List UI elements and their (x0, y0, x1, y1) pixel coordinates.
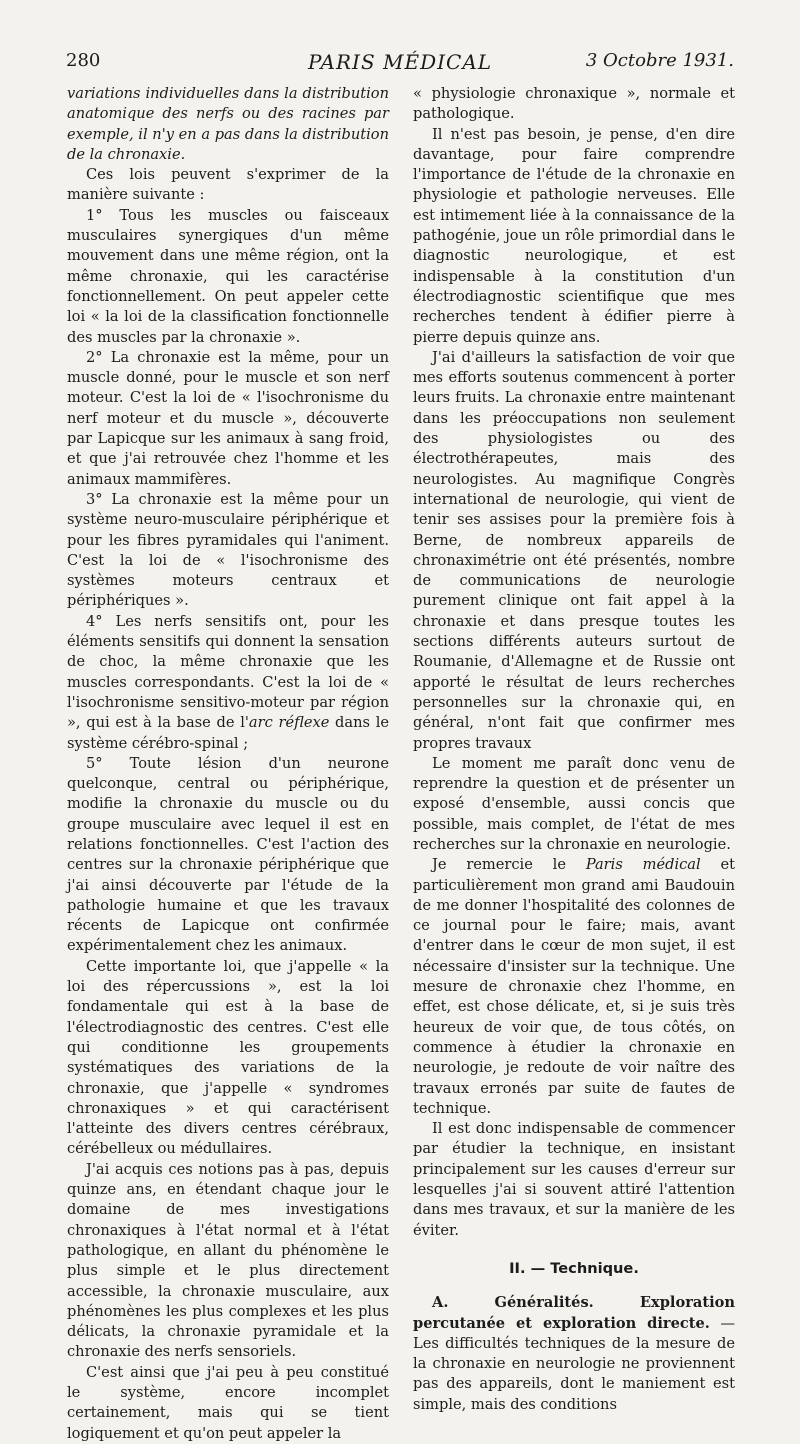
right-column (413, 84, 735, 1415)
text-run: dans le système cérébro-spinal ; (67, 714, 390, 752)
page-number: 280 (66, 50, 101, 71)
paragraph: 2° La chronaxie est la même, pour un muscle donné, pour le muscle et son nerf moteur. C'est la loi de « l'isochronisme du nerf moteur et du muscle », découverte par Lapicque sur les animaux à sang froid, et que j'ai retrouvée chez l'homme et les animaux mammifères. (67, 348, 389, 488)
paragraph: Il est donc indispensable de commencer par étudier la technique, en insistant principalement sur les causes d'erreur sur lesquelles j'ai si souvent attiré l'attention dans mes travaux, et sur la manière de les éviter. (413, 1120, 735, 1239)
paragraph: 3° La chronaxie est la même pour un système neuro-musculaire périphérique et pour les fibres pyramidales qui l'animent. C'est la loi de « l'isochronisme des systèmes moteurs centraux et périphériques ». (67, 490, 389, 610)
text-run: 4° Les nerfs sensitifs ont, pour les éléments sensitifs qui donnent la sensation de choc, la même chronaxie que les muscles correspondants. C'est la loi de « l'isochronisme sensitivo-moteur par région », qui est à la base de l' (67, 612, 389, 732)
issue-date: 3 Octobre 1931. (585, 50, 734, 71)
paragraph: C'est ainsi que j'ai peu à peu constitué le système, encore incomplet certainement, mais qui se tient logiquement et qu'on peut appeler la (67, 1363, 389, 1442)
italic-term: arc réflexe (248, 714, 330, 732)
journal-title: PARIS MÉDICAL (307, 50, 493, 74)
paragraph: 5° Toute lésion d'un neurone quelconque, central ou périphérique, modifie la chronaxie du muscle ou du groupe musculaire avec lequel il est en relations fonctionnelles. C'est l'action des centres sur la chronaxie périphérique que j'ai ainsi découverte par l'étude de la pathologie humaine et que les travaux récents de Lapicque ont confirmée expérimentalement chez les animaux. (67, 754, 389, 955)
subsection-heading: A. Généralités. Exploration percutanée et exploration directe. (413, 1294, 735, 1332)
section-heading: II. — Technique. (509, 1259, 639, 1277)
paragraph: J'ai d'ailleurs la satisfaction de voir que mes efforts soutenus commencent à porter leurs fruits. La chronaxie entre maintenant dans les préoccupations non seulement des physiologistes ou des électrothérapeutes, mais des neurologistes. Au magnifique Congrès international de neurologie, qui vient de tenir ses assises pour la première fois à Berne, de nombreux appareils de chronaximétrie ont été présentés, nombre de communications de neurologie purement clinique ont fait appel à la chronaxie et dans presque toutes les sections différents auteurs surtout de Roumanie, d'Allemagne et de Russie ont apporté le résultat de leurs recherches personnelles sur la chronaxie qui, en général, n'ont fait que confirmer mes propres travaux (413, 348, 735, 752)
paragraph: Ces lois peuvent s'exprimer de la manière suivante : (67, 166, 389, 204)
text-run: et particulièrement mon grand ami Baudouin de me donner l'hospitalité des colonnes de ce journal pour le faire; mais, avant d'entrer dans le cœur de mon sujet, il est nécessaire d'insister sur la technique. Une mesure de chronaxie chez l'homme, en effet, est chose délicate, et, si je suis très heureux de voir que, de tous côtés, on commence à étudier la chronaxie en neurologie, je redoute de voir naître des travaux erronés par suite de fautes de technique. (413, 856, 735, 1117)
paragraph: J'ai acquis ces notions pas à pas, depuis quinze ans, en étendant chaque jour le domaine de mes investigations chronaxiques à l'état normal et à l'état pathologique, en allant du phénomène le plus simple et le plus directement accessible, la chronaxie musculaire, aux phénomènes les plus complexes et les plus délicats, la chronaxie pyramidale et la chronaxie des nerfs sensoriels. (67, 1160, 389, 1361)
paragraph: Le moment me paraît donc venu de reprendre la question et de présenter un exposé d'ensemble, aussi concis que possible, mais complet, de l'état de mes recherches sur la chronaxie en neurologie. (413, 754, 735, 853)
page-header (66, 50, 734, 80)
text-run: Je remercie le (432, 856, 586, 874)
journal-name-italic: Paris médical (585, 856, 701, 874)
paragraph: « physiologie chronaxique », normale et pathologique. (413, 85, 735, 123)
paragraph: Il n'est pas besoin, je pense, d'en dire davantage, pour faire comprendre l'importance de l'étude de la chronaxie en physiologie et pathologie nerveuses. Elle est intimement liée à la connaissance de la pathogénie, joue un rôle primordial dans le diagnostic neurologique, et est indispensable à la constitution d'un électrodiagnostic scientifique que mes recherches tendent à édifier pierre à pierre depuis quinze ans. (413, 125, 735, 346)
left-column (67, 84, 389, 1444)
paragraph (413, 855, 735, 1119)
text-run: — Les difficultés techniques de la mesure de la chronaxie en neurologie ne proviennent pas des appareils, dont le maniement est simple, mais des conditions (413, 1314, 735, 1413)
paragraph (67, 612, 389, 754)
paragraph: Cette importante loi, que j'appelle « la loi des répercussions », est la loi fondamentale qui est à la base de l'électrodiagnostic des centres. C'est elle qui conditionne les groupements systématiques des variations de la chronaxie, que j'appelle « syndromes chronaxiques » et qui caractérisent l'atteinte des divers centres cérébraux, cérébelleux ou médullaires. (67, 957, 389, 1158)
paragraph (413, 1293, 735, 1415)
paragraph: variations individuelles dans la distribution anatomique des nerfs ou des racines par exemple, il n'y en a pas dans la distribution de la chronaxie. (67, 85, 389, 163)
paragraph: 1° Tous les muscles ou faisceaux musculaires synergiques d'un même mouvement dans une même région, ont la même chronaxie, qui les caractérise fonctionnellement. On peut appeler cette loi « la loi de la classification fonctionnelle des muscles par la chronaxie ». (67, 206, 389, 346)
